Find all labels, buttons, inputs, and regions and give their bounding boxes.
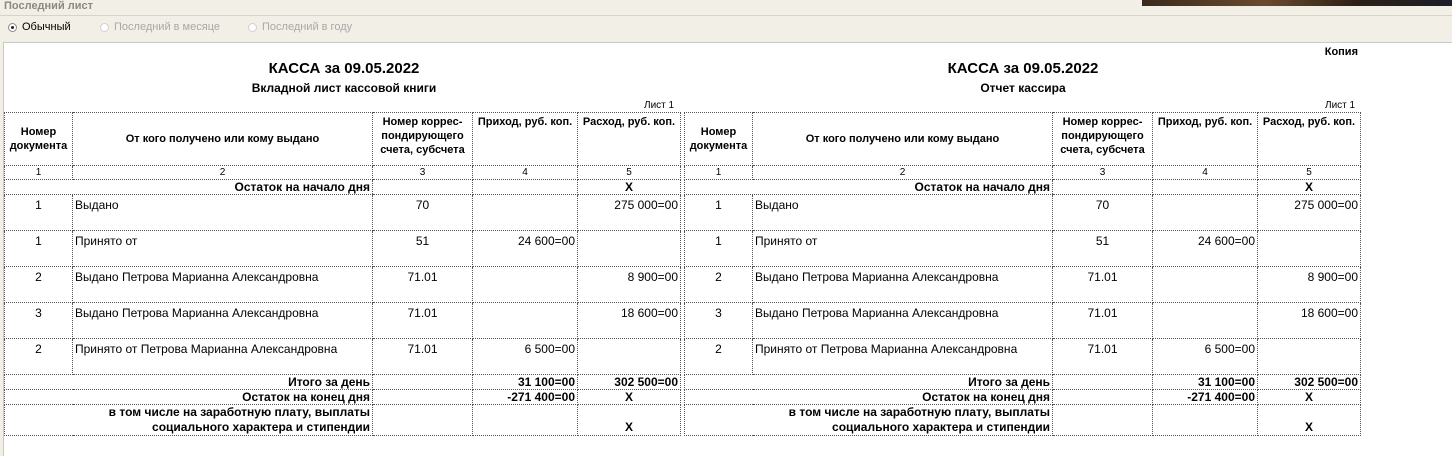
right-cash-table xyxy=(684,112,1361,436)
radio-last-in-year[interactable] xyxy=(248,21,352,33)
salary-line-2: социального характера и стипендии xyxy=(152,420,370,434)
left-title: КАССА за 09.05.2022 xyxy=(268,60,420,77)
window-title: Последний лист xyxy=(4,0,94,12)
total-label: Итого за день xyxy=(685,375,1053,390)
table-row xyxy=(685,303,1361,339)
expense: 275 000=00 xyxy=(1258,195,1361,231)
col-doc-number: Номер документа xyxy=(5,113,73,166)
from-whom: Выдано Петрова Марианна Александровна xyxy=(753,267,1053,303)
from-whom: Принято от Петрова Марианна Александровна xyxy=(753,339,1053,375)
table-cell xyxy=(1053,390,1153,405)
table-cell xyxy=(473,180,578,195)
opening-expense-mark: X xyxy=(578,180,681,195)
opening-balance-label: Остаток на начало дня xyxy=(685,180,1053,195)
doc-number: 3 xyxy=(5,303,73,339)
col-from-whom: От кого получено или кому выдано xyxy=(73,113,373,166)
account: 71.01 xyxy=(1053,267,1153,303)
from-whom: Принято от Петрова Марианна Александровна xyxy=(73,339,373,375)
total-expense: 302 500=00 xyxy=(578,375,681,390)
total-income: 31 100=00 xyxy=(473,375,578,390)
radio-normal-label: Обычный xyxy=(22,21,71,33)
income: 24 600=00 xyxy=(473,231,578,267)
from-whom: Принято от xyxy=(753,231,1053,267)
col-number: 5 xyxy=(578,166,681,180)
opening-balance-label: Остаток на начало дня xyxy=(5,180,373,195)
table-cell xyxy=(1153,180,1258,195)
doc-number: 3 xyxy=(685,303,753,339)
table-cell xyxy=(1053,180,1153,195)
total-income: 31 100=00 xyxy=(1153,375,1258,390)
income xyxy=(1153,195,1258,231)
expense: 275 000=00 xyxy=(578,195,681,231)
income xyxy=(473,303,578,339)
from-whom: Выдано Петрова Марианна Александровна xyxy=(73,267,373,303)
copy-label: Копия xyxy=(1324,46,1358,58)
income xyxy=(473,195,578,231)
doc-number: 1 xyxy=(5,231,73,267)
table-row xyxy=(685,231,1361,267)
left-cash-table xyxy=(4,112,681,436)
radio-unselected-icon[interactable] xyxy=(248,23,257,32)
account: 51 xyxy=(1053,231,1153,267)
table-cell xyxy=(373,180,473,195)
income xyxy=(1153,303,1258,339)
mode-radio-group xyxy=(0,18,1452,40)
table-cell xyxy=(1053,375,1153,390)
col-expense: Расход, руб. коп. xyxy=(1258,113,1361,166)
account: 71.01 xyxy=(373,303,473,339)
doc-number: 1 xyxy=(685,231,753,267)
col-number: 2 xyxy=(753,166,1053,180)
account: 71.01 xyxy=(1053,303,1153,339)
left-sheet-label: Лист 1 xyxy=(644,100,675,111)
radio-unselected-icon[interactable] xyxy=(100,23,109,32)
account: 71.01 xyxy=(373,339,473,375)
salary-label xyxy=(5,405,373,436)
radio-last-in-year-label: Последний в году xyxy=(262,21,353,33)
account: 70 xyxy=(373,195,473,231)
doc-number: 1 xyxy=(685,195,753,231)
radio-normal[interactable] xyxy=(8,21,71,33)
col-income: Приход, руб. коп. xyxy=(473,113,578,166)
account: 51 xyxy=(373,231,473,267)
background-image-strip xyxy=(1142,0,1452,6)
col-from-whom: От кого получено или кому выдано xyxy=(753,113,1053,166)
salary-line-1: в том числе на заработную плату, выплаты xyxy=(108,405,370,419)
closing-income: -271 400=00 xyxy=(1153,390,1258,405)
expense xyxy=(1258,339,1361,375)
doc-number: 1 xyxy=(5,195,73,231)
salary-line-2: социального характера и стипендии xyxy=(832,420,1050,434)
expense xyxy=(1258,231,1361,267)
from-whom: Выдано xyxy=(753,195,1053,231)
account: 71.01 xyxy=(373,267,473,303)
account: 70 xyxy=(1053,195,1153,231)
table-row xyxy=(685,195,1361,231)
expense xyxy=(578,231,681,267)
from-whom: Выдано Петрова Марианна Александровна xyxy=(73,303,373,339)
table-cell xyxy=(1053,405,1153,436)
income xyxy=(1153,267,1258,303)
expense: 8 900=00 xyxy=(1258,267,1361,303)
cash-book-sheet xyxy=(3,42,1452,456)
doc-number: 2 xyxy=(5,339,73,375)
col-number: 5 xyxy=(1258,166,1361,180)
right-sheet-label: Лист 1 xyxy=(1325,100,1356,111)
salary-line-1: в том числе на заработную плату, выплаты xyxy=(788,405,1050,419)
doc-number: 2 xyxy=(5,267,73,303)
col-number: 4 xyxy=(473,166,578,180)
table-row xyxy=(685,267,1361,303)
income: 6 500=00 xyxy=(473,339,578,375)
closing-balance-label: Остаток на конец дня xyxy=(5,390,373,405)
table-cell xyxy=(373,390,473,405)
table-cell xyxy=(473,405,578,436)
expense xyxy=(578,339,681,375)
table-row xyxy=(5,339,681,375)
col-number: 1 xyxy=(685,166,753,180)
account: 71.01 xyxy=(1053,339,1153,375)
table-row xyxy=(685,339,1361,375)
salary-expense-mark: X xyxy=(578,405,681,436)
col-doc-number: Номер документа xyxy=(685,113,753,166)
income: 6 500=00 xyxy=(1153,339,1258,375)
radio-last-in-month[interactable] xyxy=(100,21,220,33)
opening-expense-mark: X xyxy=(1258,180,1361,195)
col-account: Номер коррес-пондирующего счета, субсчета xyxy=(1053,113,1153,166)
total-label: Итого за день xyxy=(5,375,373,390)
right-subtitle: Отчет кассира xyxy=(980,81,1066,95)
doc-number: 2 xyxy=(685,339,753,375)
expense: 8 900=00 xyxy=(578,267,681,303)
income: 24 600=00 xyxy=(1153,231,1258,267)
col-account: Номер коррес-пондирующего счета, субсчета xyxy=(373,113,473,166)
radio-selected-icon[interactable] xyxy=(8,23,17,32)
from-whom: Принято от xyxy=(73,231,373,267)
col-expense: Расход, руб. коп. xyxy=(578,113,681,166)
table-row xyxy=(5,195,681,231)
left-subtitle: Вкладной лист кассовой книги xyxy=(251,81,437,95)
salary-expense-mark: X xyxy=(1258,405,1361,436)
closing-expense-mark: X xyxy=(578,390,681,405)
table-row xyxy=(5,267,681,303)
col-number: 3 xyxy=(1053,166,1153,180)
col-number: 1 xyxy=(5,166,73,180)
right-title: КАССА за 09.05.2022 xyxy=(947,60,1099,77)
table-cell xyxy=(1153,405,1258,436)
table-cell xyxy=(373,375,473,390)
doc-number: 2 xyxy=(685,267,753,303)
closing-income: -271 400=00 xyxy=(473,390,578,405)
title-bar xyxy=(0,0,1452,16)
col-number: 4 xyxy=(1153,166,1258,180)
closing-expense-mark: X xyxy=(1258,390,1361,405)
closing-balance-label: Остаток на конец дня xyxy=(685,390,1053,405)
expense: 18 600=00 xyxy=(578,303,681,339)
col-number: 3 xyxy=(373,166,473,180)
col-income: Приход, руб. коп. xyxy=(1153,113,1258,166)
income xyxy=(473,267,578,303)
table-row xyxy=(5,231,681,267)
salary-label xyxy=(685,405,1053,436)
table-cell xyxy=(373,405,473,436)
total-expense: 302 500=00 xyxy=(1258,375,1361,390)
from-whom: Выдано xyxy=(73,195,373,231)
table-row xyxy=(5,303,681,339)
radio-last-in-month-label: Последний в месяце xyxy=(114,21,220,33)
from-whom: Выдано Петрова Марианна Александровна xyxy=(753,303,1053,339)
expense: 18 600=00 xyxy=(1258,303,1361,339)
col-number: 2 xyxy=(73,166,373,180)
